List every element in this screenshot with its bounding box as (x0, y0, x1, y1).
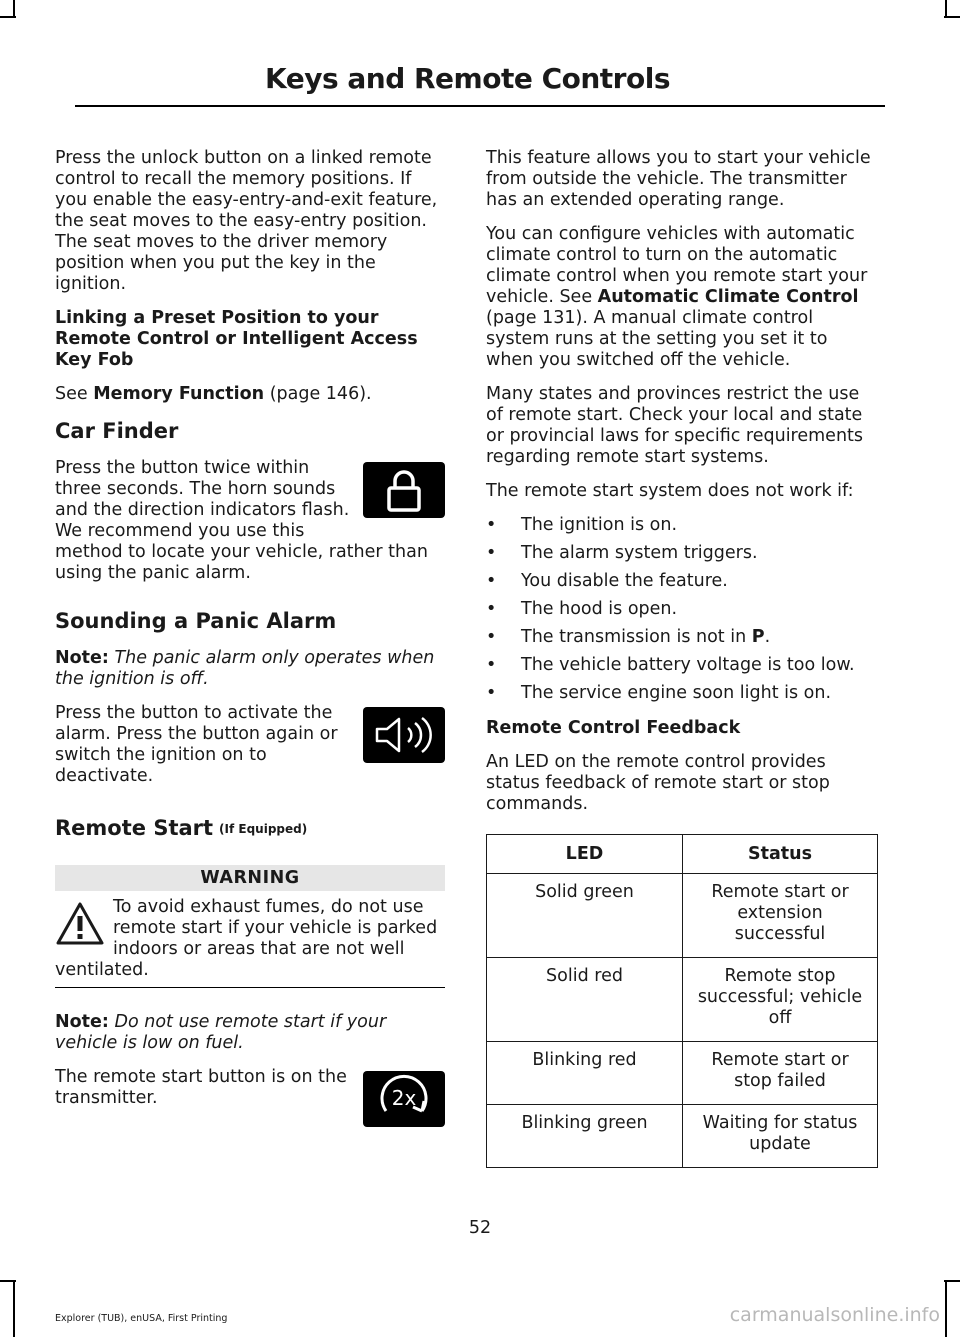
conditions-list (486, 515, 878, 704)
crop-mark (13, 1282, 15, 1337)
table-row (487, 1042, 878, 1105)
transmission-suffix: . (764, 627, 771, 647)
right-column (486, 148, 878, 1168)
panic-note (55, 648, 445, 690)
page-title: Keys and Remote Controls (265, 62, 670, 95)
watermark: carmanualsonline.info (729, 1304, 940, 1326)
crop-mark (945, 0, 947, 16)
memory-recall-paragraph: Press the unlock button on a linked remote control to recall the memory positions. If you enable the easy-entry-and-exit feature, the seat moves to the easy-entry position. The seat moves to the driver memory position when you put the key in the ignition. (55, 148, 438, 294)
list-item: • The hood is open. (486, 599, 878, 620)
horn-speaker-icon (363, 707, 445, 763)
lock-icon (363, 462, 445, 518)
fuel-note (55, 1012, 445, 1054)
see-suffix: (page 146). (269, 384, 372, 404)
transmission-prefix: The transmission is not in (521, 627, 747, 647)
climate-prefix: You can configure vehicles with automatic climate control to turn on the automatic climate control when you remote start your vehicle. See (486, 224, 868, 307)
feedback-heading: Remote Control Feedback (486, 718, 741, 738)
remote-start-2x-icon (363, 1071, 445, 1127)
remote-start-heading (55, 815, 445, 842)
led-cell: Solid green (487, 874, 683, 958)
table-row (487, 1105, 878, 1168)
memory-function-link[interactable]: Memory Function (93, 384, 265, 404)
crop-mark (945, 1282, 947, 1337)
feature-paragraph: This feature allows you to start your vehicle from outside the vehicle. The transmitter has an extended operating range. (486, 148, 871, 210)
status-cell: Waiting for status update (683, 1105, 878, 1168)
laws-paragraph: Many states and provinces restrict the use of remote start. Check your local and state or provincial laws for specific requirements regarding remote start systems. (486, 384, 864, 467)
publication-footer: Explorer (TUB), enUSA, First Printing (55, 1313, 228, 1324)
feedback-text: An LED on the remote control provides status feedback of remote start or stop commands. (486, 752, 830, 814)
car-finder-text: Press the button twice within three seconds. The horn sounds and the direction indicators flash. We recommend you use this method to locate your vehicle, rather than using the panic alarm. (55, 458, 428, 583)
table-row (487, 874, 878, 958)
if-equipped-label: (If Equipped) (219, 822, 308, 836)
climate-paragraph (486, 224, 878, 371)
column-header: Status (683, 835, 878, 874)
list-item: • The ignition is on. (486, 515, 878, 536)
led-status-table (486, 834, 878, 1168)
list-item: • The service engine soon light is on. (486, 683, 878, 704)
park-gear: P (751, 627, 765, 647)
panic-note-text: The panic alarm only operates when the ignition is off. (55, 648, 435, 689)
remote-button-text: The remote start button is on the transmitter. (55, 1067, 347, 1108)
crop-mark (13, 0, 15, 16)
see-memory-function (55, 384, 445, 405)
list-item (486, 627, 878, 648)
car-finder-heading: Car Finder (55, 419, 179, 443)
crop-mark (944, 1280, 960, 1282)
table-row (487, 958, 878, 1042)
climate-suffix: (page 131). A manual climate control system runs at the setting you set it to when you switched off the vehicle. (486, 308, 828, 370)
automatic-climate-control-link[interactable]: Automatic Climate Control (597, 287, 859, 307)
not-work-intro: The remote start system does not work if: (486, 481, 854, 501)
warning-label: WARNING (55, 865, 445, 891)
note-label: Note: (55, 648, 109, 668)
crop-mark (944, 16, 960, 18)
warning-text: To avoid exhaust fumes, do not use remote start if your vehicle is parked indoors or areas that are not well ventilated. (55, 897, 438, 980)
status-cell: Remote start or stop failed (683, 1042, 878, 1105)
page-number: 52 (468, 1218, 492, 1238)
led-cell: Blinking green (487, 1105, 683, 1168)
linking-heading: Linking a Preset Position to your Remote Control or Intelligent Access Key Fob (55, 308, 418, 370)
remote-start-title: Remote Start (55, 816, 214, 840)
note-label: Note: (55, 1012, 109, 1032)
status-cell: Remote stop successful; vehicle off (683, 958, 878, 1042)
column-header: LED (487, 835, 683, 874)
2x-label: 2x (391, 1086, 417, 1110)
see-prefix: See (55, 384, 88, 404)
fuel-note-text: Do not use remote start if your vehicle is low on fuel. (55, 1012, 387, 1053)
panic-text: Press the button to activate the alarm. Press the button again or switch the ignition on to deactivate. (55, 703, 338, 786)
header-divider (75, 105, 885, 107)
crop-mark (0, 16, 16, 18)
left-column (55, 148, 445, 1131)
led-cell: Blinking red (487, 1042, 683, 1105)
panic-alarm-heading: Sounding a Panic Alarm (55, 609, 337, 633)
led-cell: Solid red (487, 958, 683, 1042)
list-item: • The vehicle battery voltage is too low. (486, 655, 878, 676)
table-header-row (487, 835, 878, 874)
crop-mark (0, 1280, 16, 1282)
warning-triangle-icon (55, 901, 105, 947)
list-item: • The alarm system triggers. (486, 543, 878, 564)
warning-block (55, 897, 445, 988)
list-item: • You disable the feature. (486, 571, 878, 592)
status-cell: Remote start or extension successful (683, 874, 878, 958)
